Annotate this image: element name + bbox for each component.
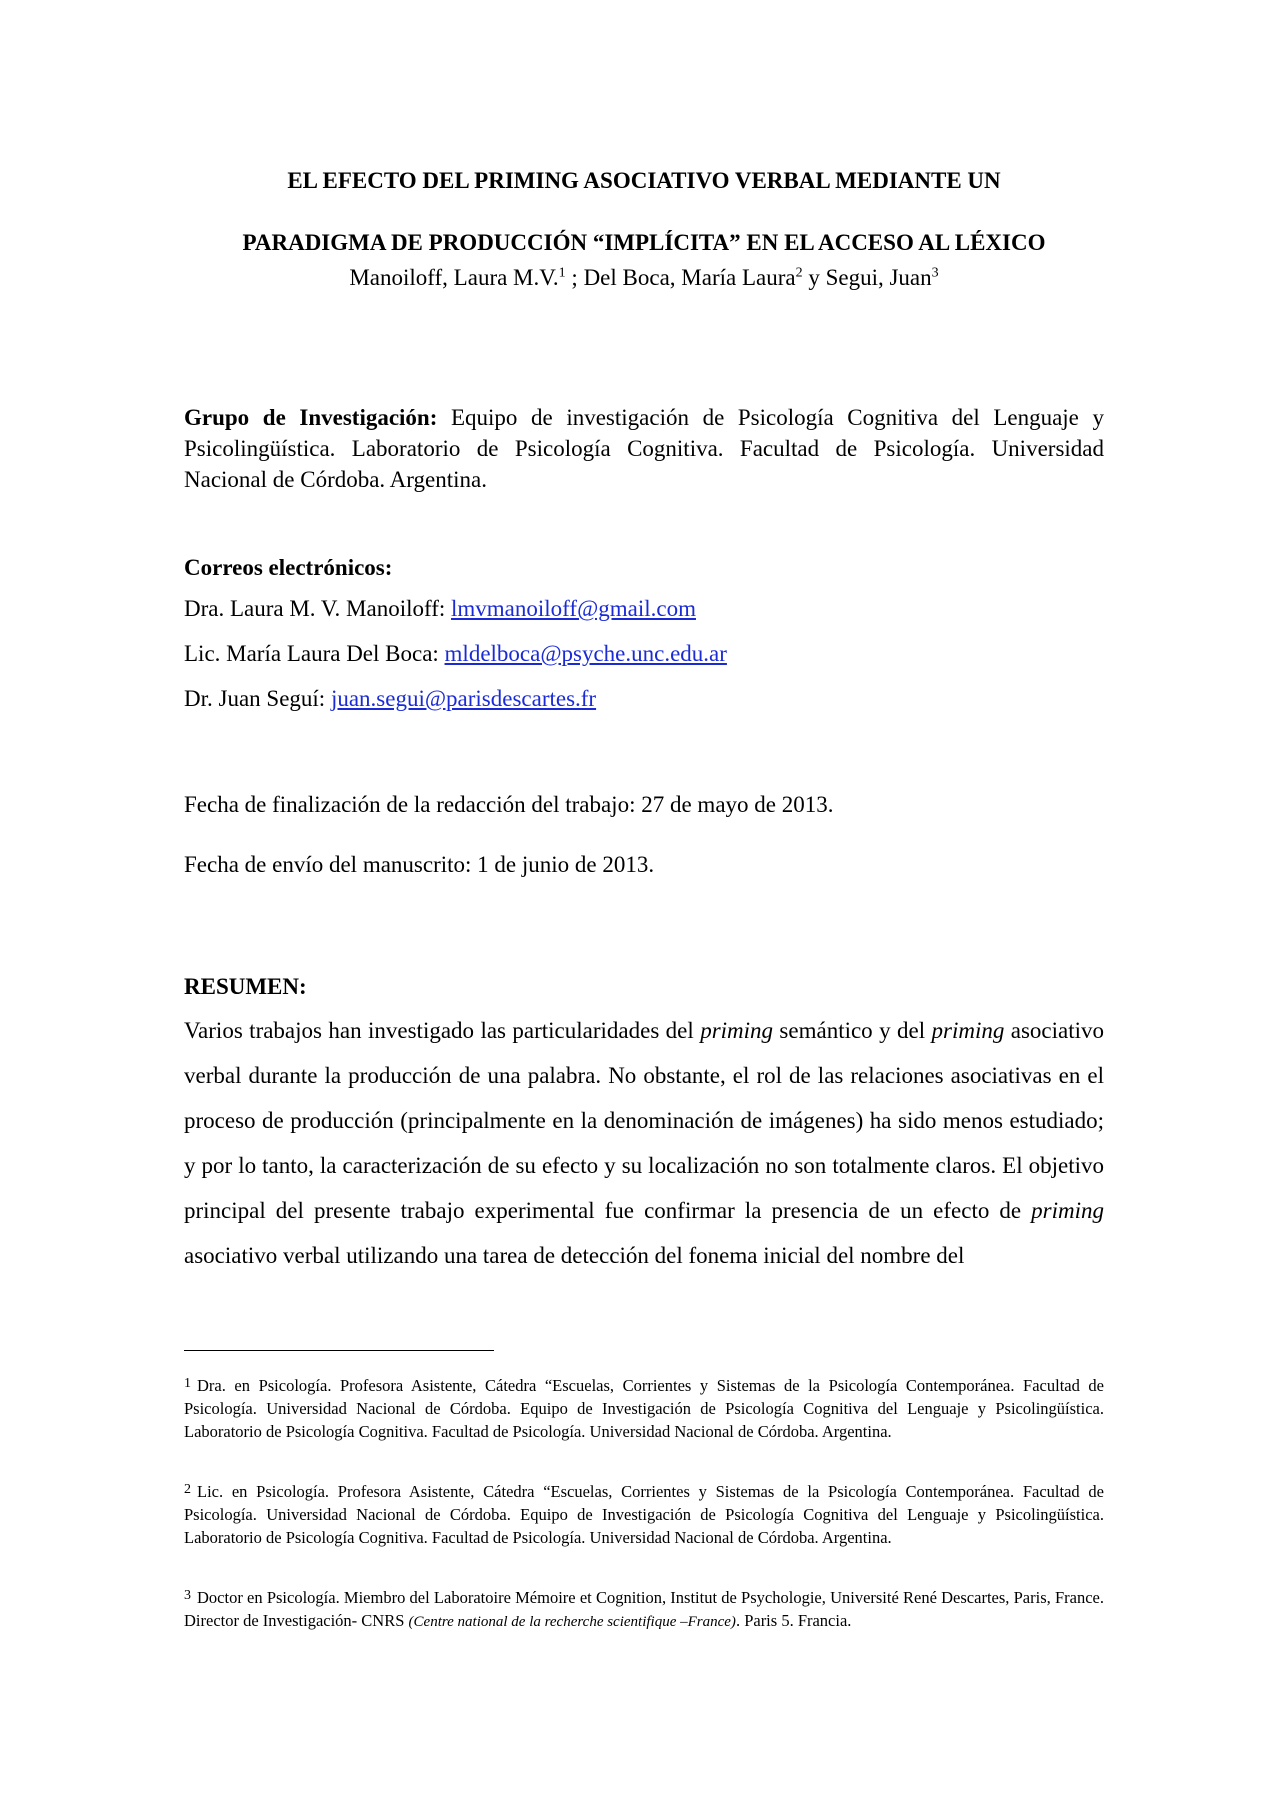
research-group-text: Equipo de investigación de Psicología Cognitiva del Lenguaje y Psicolingüística. Laboratorio de Psicología Cognitiva. Facultad de Psicología. Universidad Nacional de Córdoba. Argentina.	[184, 405, 1104, 492]
footnote-number: 1	[184, 1376, 191, 1391]
author-1: Manoiloff, Laura M.V.	[349, 265, 559, 290]
abstract-text: Varios trabajos han investigado las particularidades del	[184, 1018, 701, 1043]
completion-date: Fecha de finalización de la redacción del trabajo: 27 de mayo de 2013.	[184, 792, 834, 817]
footnote-number: 3	[184, 1588, 191, 1603]
email-line	[184, 596, 696, 622]
abstract-text: semántico y del	[773, 1018, 932, 1043]
title-line-1: EL EFECTO DEL PRIMING ASOCIATIVO VERBAL MEDIANTE UN	[287, 168, 1001, 193]
emails-heading: Correos electrónicos:	[184, 555, 393, 580]
paper-title	[184, 150, 1104, 274]
abstract-emphasis: priming	[931, 1018, 1005, 1043]
abstract-body	[184, 1008, 1104, 1278]
title-line-2: PARADIGMA DE PRODUCCIÓN “IMPLÍCITA” EN EL ACCESO AL LÉXICO	[242, 230, 1046, 255]
footnote-separator	[184, 1350, 494, 1351]
research-group	[184, 402, 1104, 495]
author-list	[184, 265, 1104, 291]
footnote-text: Lic. en Psicología. Profesora Asistente, Cátedra “Escuelas, Corrientes y Sistemas de la Psicología Contemporánea. Facultad de Psicología. Universidad Nacional de Córdoba. Equipo de Investigación de Psicología Cognitiva del Lenguaje y Psicolingüística. Laboratorio de Psicología Cognitiva. Facultad de Psicología. Universidad Nacional de Córdoba. Argentina.	[184, 1482, 1104, 1547]
email-line	[184, 686, 596, 712]
footnote-text: . Paris 5. Francia.	[735, 1611, 852, 1630]
abstract-heading: RESUMEN:	[184, 974, 307, 999]
email-link[interactable]: lmvmanoiloff@gmail.com	[451, 596, 696, 621]
footnote-number: 2	[184, 1482, 191, 1497]
research-group-label: Grupo de Investigación:	[184, 405, 438, 430]
email-owner: Dra. Laura M. V. Manoiloff:	[184, 596, 452, 621]
author-separator: y	[802, 265, 826, 290]
email-owner: Dr. Juan Seguí:	[184, 686, 331, 711]
author-separator: ;	[565, 265, 584, 290]
footnote-text: Doctor en Psicología. Miembro del Laboratoire Mémoire et Cognition, Institut de Psychologie, Université René Descartes, Paris, France. Director de Investigación- CNRS	[184, 1588, 1104, 1630]
author-1-footnote-ref[interactable]: 1	[558, 265, 566, 281]
footnote-1	[184, 1372, 1104, 1443]
footnote-2	[184, 1478, 1104, 1549]
footnote-text: Dra. en Psicología. Profesora Asistente, Cátedra “Escuelas, Corrientes y Sistemas de la Psicología Contemporánea. Facultad de Psicología. Universidad Nacional de Córdoba. Equipo de Investigación de Psicología Cognitiva del Lenguaje y Psicolingüística. Laboratorio de Psicología Cognitiva. Facultad de Psicología. Universidad Nacional de Córdoba. Argentina.	[184, 1376, 1104, 1441]
footnote-italic: (Centre national de la recherche scientifique –France)	[408, 1614, 736, 1630]
abstract-emphasis: priming	[700, 1018, 774, 1043]
footnote-3	[184, 1584, 1104, 1634]
author-2-footnote-ref[interactable]: 2	[795, 265, 803, 281]
email-link[interactable]: mldelboca@psyche.unc.edu.ar	[444, 641, 727, 666]
abstract-text: asociativo verbal utilizando una tarea de detección del fonema inicial del nombre del	[184, 1243, 965, 1268]
author-2: Del Boca, María Laura	[583, 265, 796, 290]
abstract-emphasis: priming	[1031, 1198, 1104, 1223]
email-owner: Lic. María Laura Del Boca:	[184, 641, 445, 666]
email-link[interactable]: juan.segui@parisdescartes.fr	[330, 686, 597, 711]
author-3: Segui, Juan	[825, 265, 932, 290]
submission-date: Fecha de envío del manuscrito: 1 de junio de 2013.	[184, 852, 655, 877]
author-3-footnote-ref[interactable]: 3	[931, 265, 939, 281]
abstract-text: asociativo verbal durante la producción de una palabra. No obstante, el rol de las relaciones asociativas en el proceso de producción (principalmente en la denominación de imágenes) ha sido menos estudiado; y por lo tanto, la caracterización de su efecto y su localización no son totalmente claros. El objetivo principal del presente trabajo experimental fue confirmar la presencia de un efecto de	[184, 1018, 1104, 1223]
email-line	[184, 641, 727, 667]
